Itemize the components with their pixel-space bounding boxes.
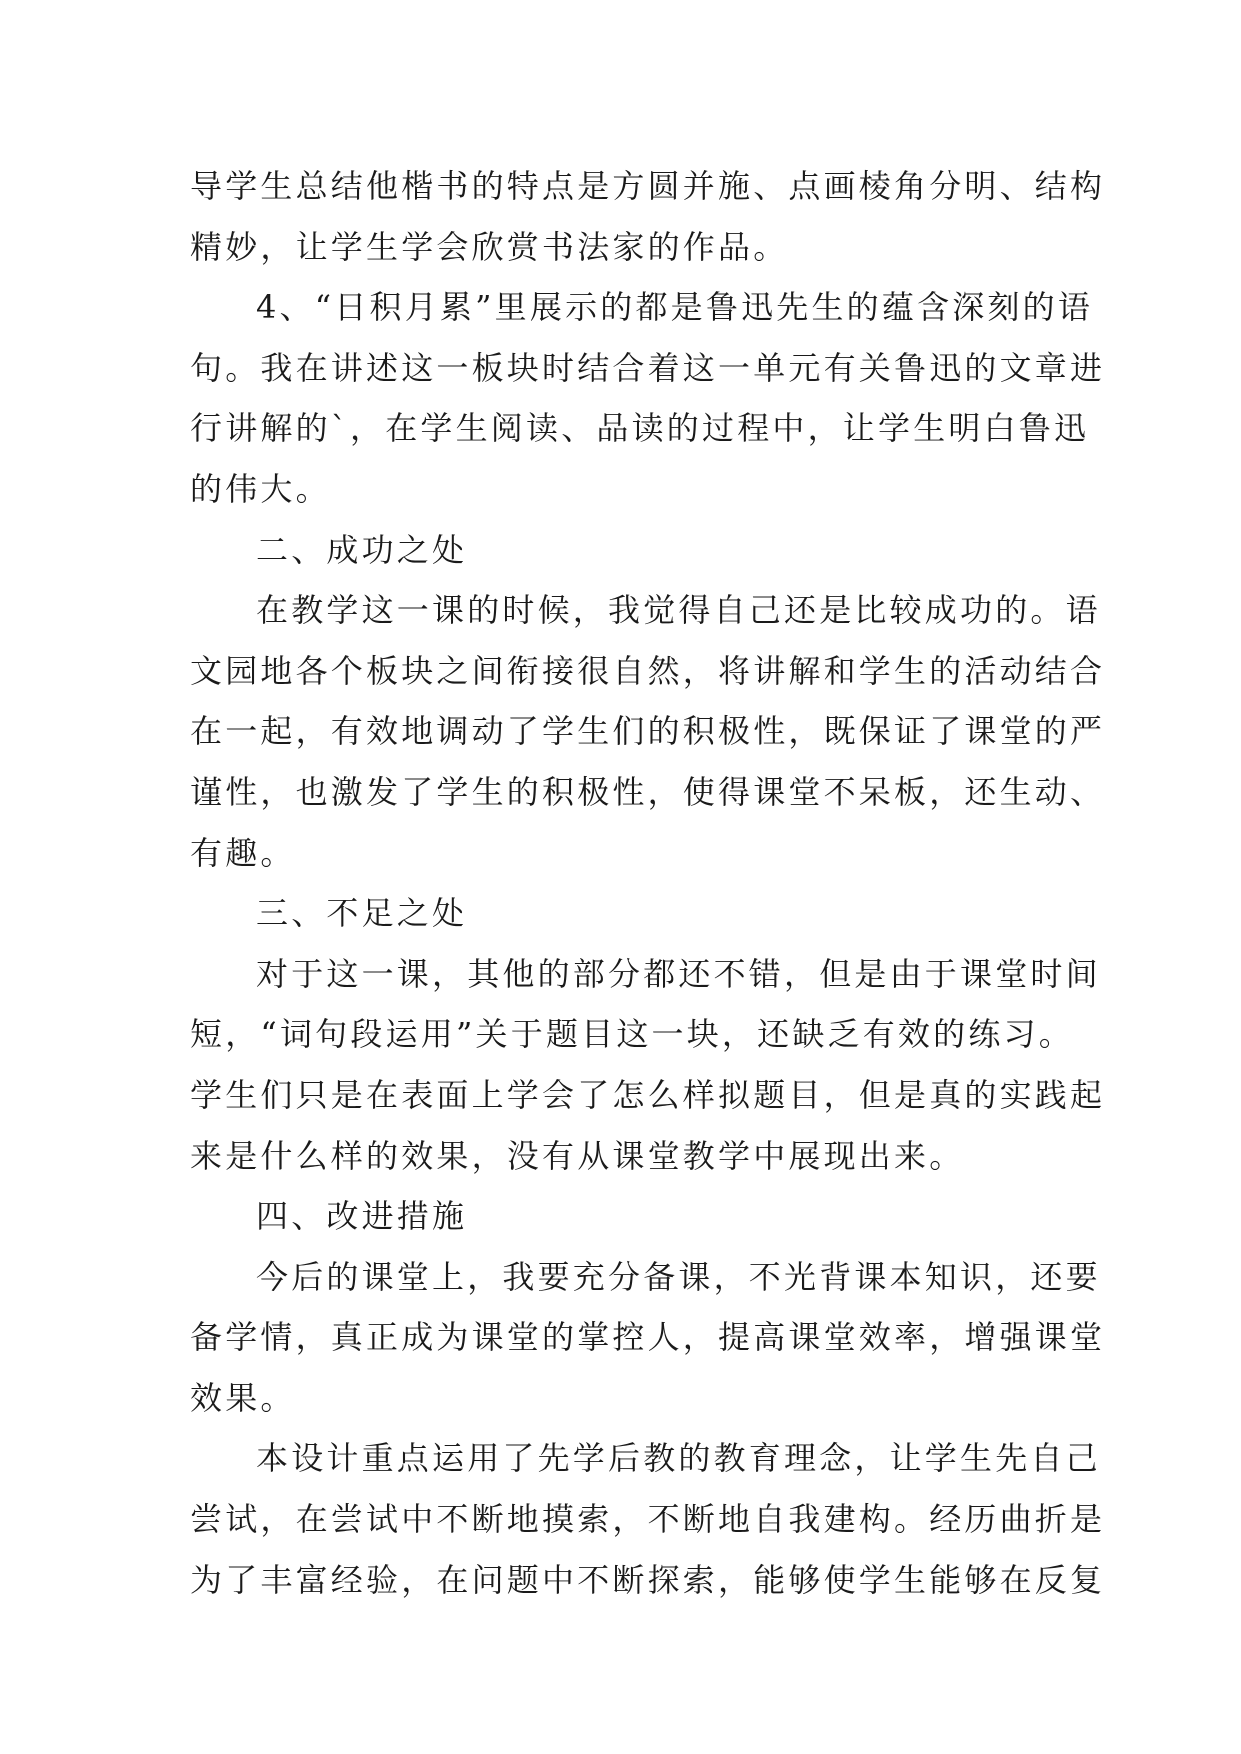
- section-heading: 三、不足之处: [256, 894, 468, 933]
- text-line: 来是什么样的效果，没有从课堂教学中展现出来。: [190, 1136, 965, 1175]
- text-line: 精妙，让学生学会欣赏书法家的作品。: [190, 227, 789, 266]
- text-line: 句。我在讲述这一板块时结合着这一单元有关鲁迅的文章进: [190, 348, 1106, 387]
- text-line: 效果。: [190, 1378, 296, 1417]
- text-line: 有趣。: [190, 833, 296, 872]
- text-line: 在教学这一课的时候，我觉得自己还是比较成功的。语: [256, 591, 1101, 630]
- text-line: 4、“日积月累”里展示的都是鲁迅先生的蕴含深刻的语: [256, 288, 1094, 327]
- text-line: 行讲解的`，在学生阅读、品读的过程中，让学生明白鲁迅: [190, 409, 1090, 448]
- text-line: 今后的课堂上，我要充分备课，不光背课本知识，还要: [256, 1257, 1101, 1296]
- section-heading: 二、成功之处: [256, 530, 468, 569]
- text-line: 导学生总结他楷书的特点是方圆并施、点画棱角分明、结构: [190, 167, 1106, 205]
- section-heading: 四、改进措施: [256, 1197, 468, 1236]
- text-line: 本设计重点运用了先学后教的教育理念，让学生先自己: [256, 1439, 1101, 1478]
- text-line: 备学情，真正成为课堂的掌控人，提高课堂效率，增强课堂: [190, 1318, 1106, 1357]
- text-line: 学生们只是在表面上学会了怎么样拟题目，但是真的实践起: [190, 1075, 1106, 1114]
- text-line: 谨性，也激发了学生的积极性，使得课堂不呆板，还生动、: [190, 772, 1106, 811]
- text-line: 文园地各个板块之间衔接很自然，将讲解和学生的活动结合: [190, 651, 1106, 690]
- text-line: 的伟大。: [190, 469, 331, 508]
- text-line: 短，“词句段运用”关于题目这一块，还缺乏有效的练习。: [190, 1015, 1074, 1054]
- body-text: [190, 156, 1106, 1610]
- text-line: 对于这一课，其他的部分都还不错，但是由于课堂时间: [256, 954, 1101, 993]
- text-line: 在一起，有效地调动了学生们的积极性，既保证了课堂的严: [190, 712, 1106, 751]
- text-line: 尝试，在尝试中不断地摸索，不断地自我建构。经历曲折是: [190, 1500, 1106, 1539]
- text-line: 为了丰富经验，在问题中不断探索，能够使学生能够在反复: [190, 1560, 1106, 1599]
